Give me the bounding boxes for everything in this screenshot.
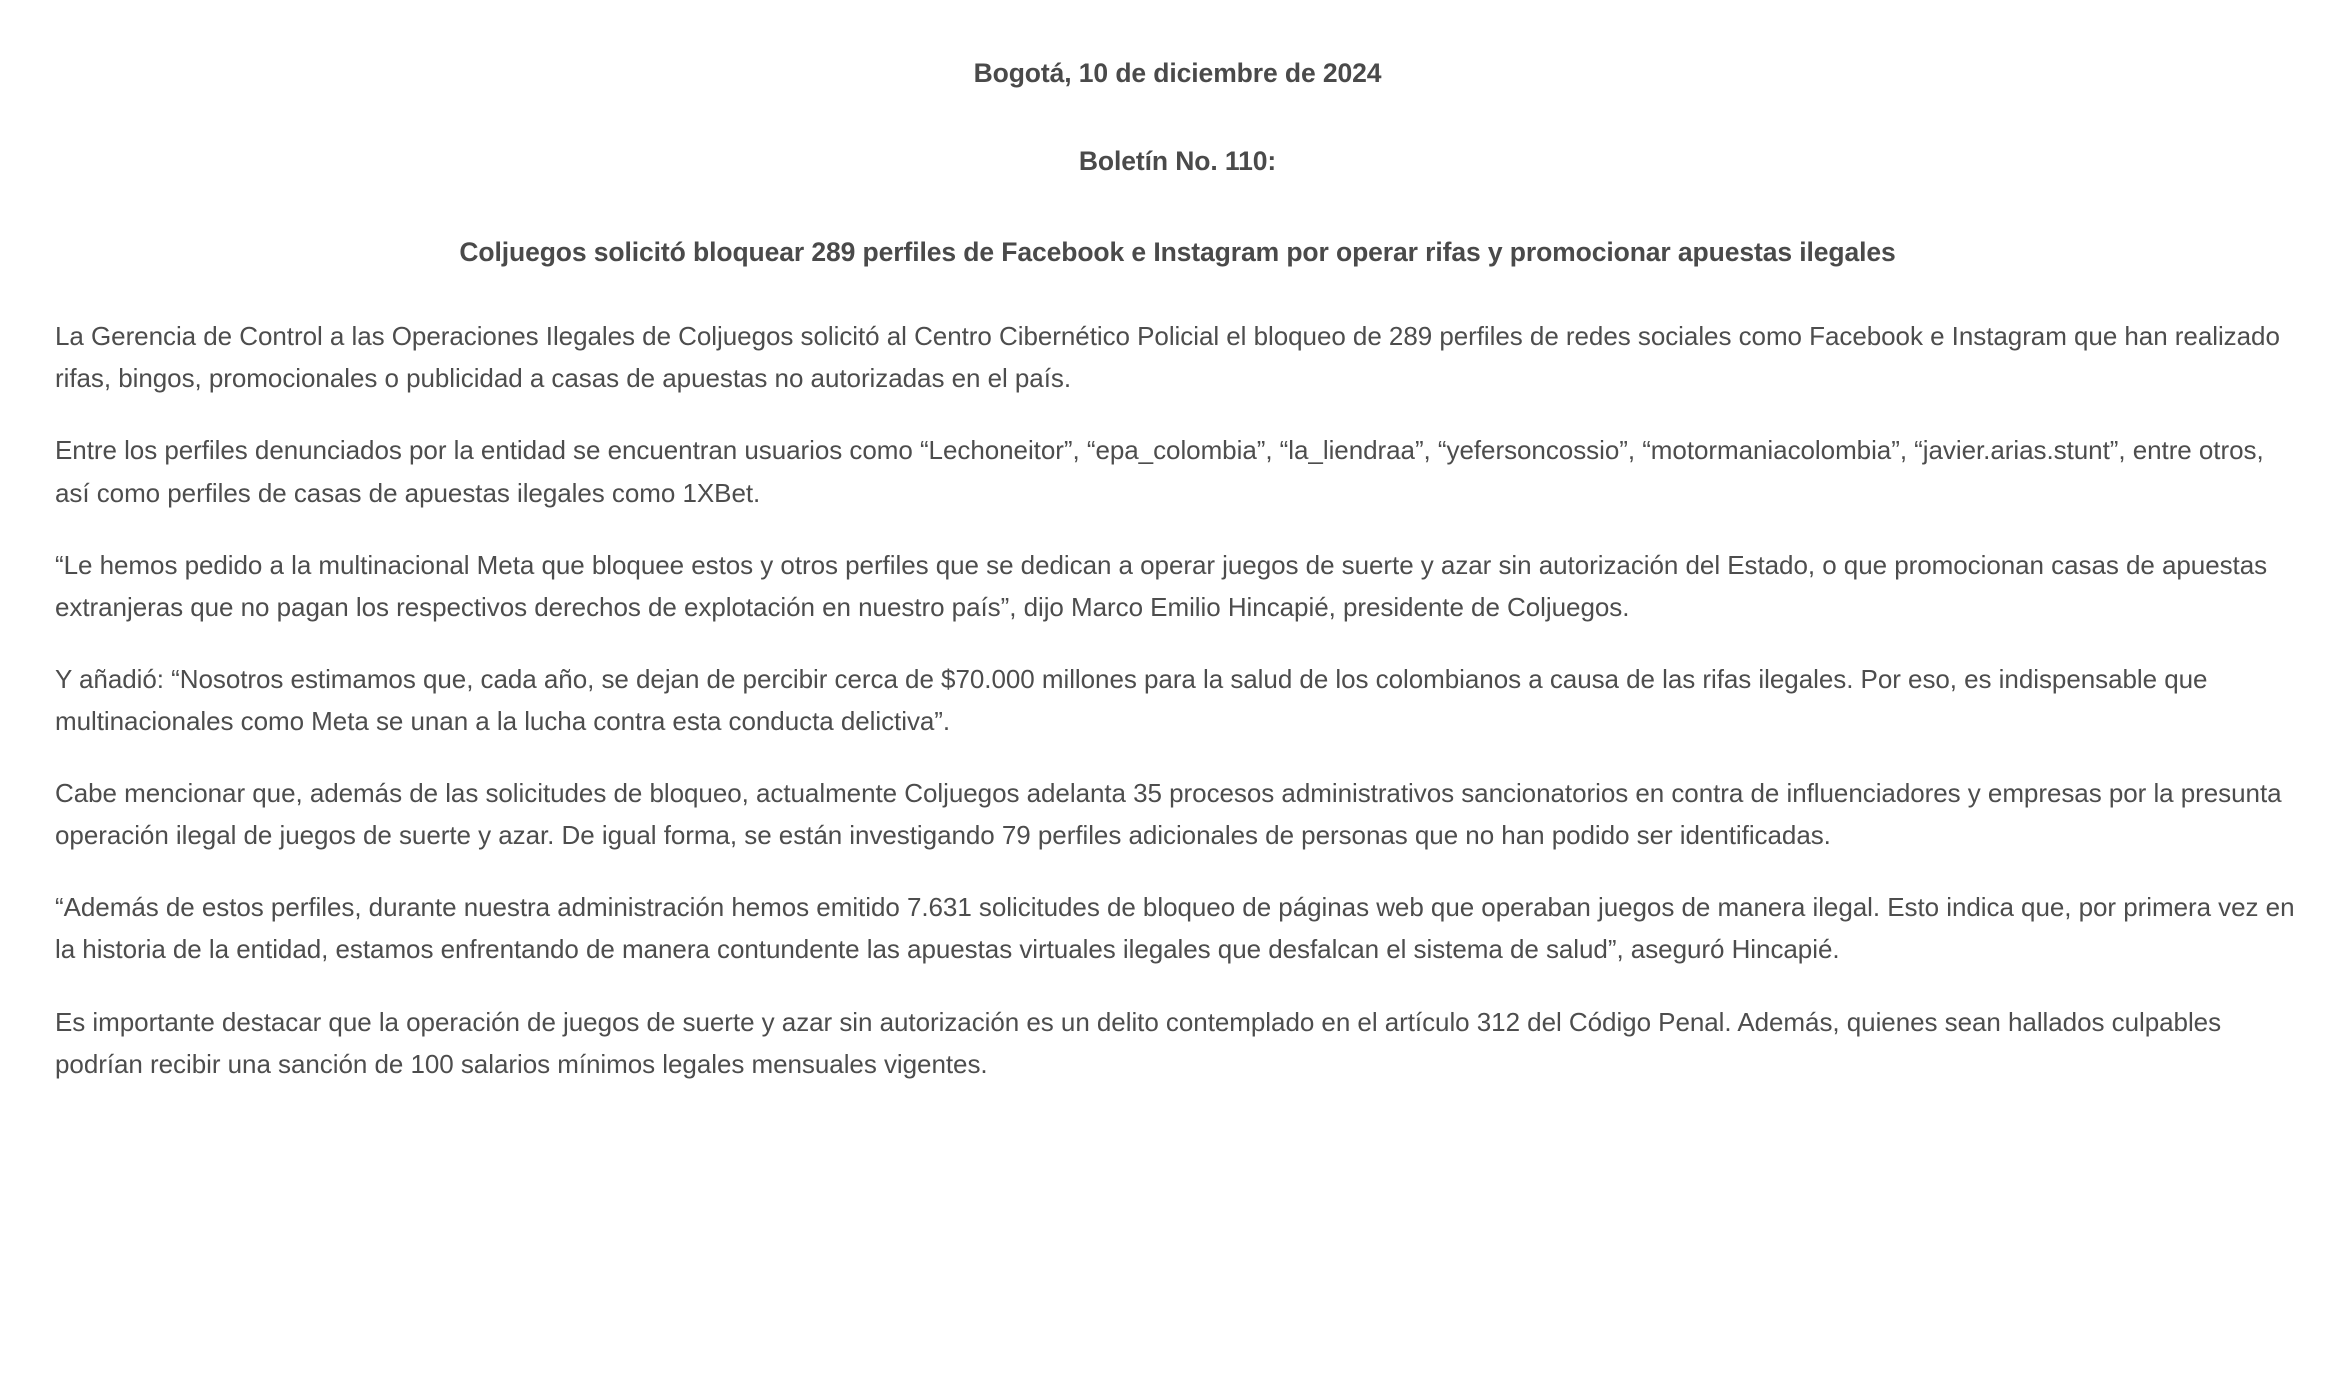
body-paragraph: Es importante destacar que la operación de juegos de suerte y azar sin autorización es un delito contemplado en el artículo 312 del Código Penal. Además, quienes sean hallados culpables podrían recibir una sanción de 100 salarios mínimos legales mensuales vigentes. [55,1006,2222,1079]
body-paragraph: Entre los perfiles denunciados por la entidad se encuentran usuarios como “Lechoneitor”, “epa_colombia”, “la_liendraa”, “yefersoncossio”, “motormaniacolombia”, “javier.arias.stunt”, entre otros, así como perfiles de casas de apuestas ilegales como 1XBet. [55,435,2264,508]
body-paragraph: Y añadió: “Nosotros estimamos que, cada año, se dejan de percibir cerca de $70.000 millones para la salud de los colombianos a causa de las rifas ilegales. Por eso, es indispensable que multinacionales como Meta se unan a la lucha contra esta conducta delictiva”. [55,663,2208,737]
body-paragraph: Cabe mencionar que, además de las solicitudes de bloqueo, actualmente Coljuegos adelanta 35 procesos administrativos sancionatorios en contra de influenciadores y empresas por la presunta operación ilegal de juegos de suerte y azar. De igual forma, se están investigando 79 perfiles adicionales de personas que no han podido ser identificadas. [55,778,2282,851]
body-paragraph: “Le hemos pedido a la multinacional Meta que bloquee estos y otros perfiles que se dedican a operar juegos de suerte y azar sin autorización del Estado, o que promocionan casas de apuestas extranjeras que no pagan los respectivos derechos de explotación en nuestro país”, dijo Marco Emilio Hincapié, presidente de Coljuegos. [55,549,2268,622]
bulletin-number-heading: Boletín No. 110: [1078,146,1277,177]
dateline-heading: Bogotá, 10 de diciembre de 2024 [973,58,1382,88]
page-title: Coljuegos solicitó bloquear 289 perfiles de Facebook e Instagram por operar rifas y promocionar apuestas ilegales [459,236,1896,267]
body-paragraph: La Gerencia de Control a las Operaciones Ilegales de Coljuegos solicitó al Centro Cibernético Policial el bloqueo de 289 perfiles de redes sociales como Facebook e Instagram que han realizado rifas, bingos, promocionales o publicidad a casas de apuestas no autorizadas en el país. [55,321,2280,394]
body-paragraph: “Además de estos perfiles, durante nuestra administración hemos emitido 7.631 solicitudes de bloqueo de páginas web que operaban juegos de manera ilegal. Esto indica que, por primera vez en la historia de la entidad, estamos enfrentando de manera contundente las apuestas virtuales ilegales que desfalcan el sistema de salud”, aseguró Hincapié. [55,892,2295,965]
